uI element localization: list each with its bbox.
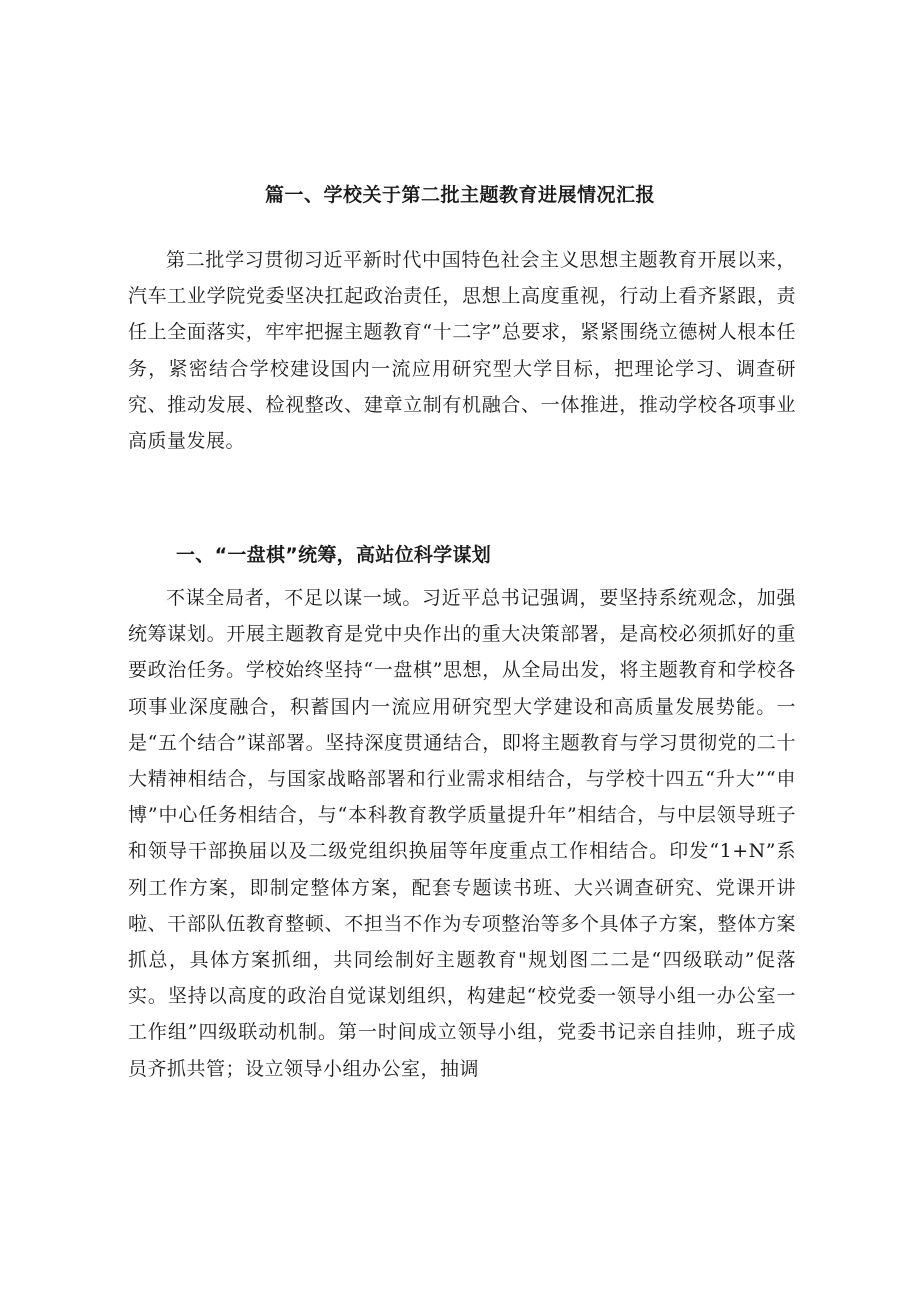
intro-paragraph: 第二批学习贯彻习近平新时代中国特色社会主义思想主题教育开展以来，汽车工业学院党委坚决扛起政治责任，思想上高度重视，行动上看齐紧跟，责任上全面落实，牢牢把握主题教育“十二字”总要求，紧紧围绕立德树人根本任务，紧密结合学校建设国内一流应用研究型大学目标，把理论学习、调查研究、推动发展、检视整改、建章立制有机融合、一体推进，推动学校各项事业高质量发展。 [128,249,796,453]
section-1-paragraph: 不谋全局者，不足以谋一域。习近平总书记强调，要坚持系统观念，加强统筹谋划。开展主题教育是党中央作出的重大决策部署，是高校必须抓好的重要政治任务。学校始终坚持“一盘棋”思想，从全局出发，将主题教育和学校各项事业深度融合，积蓄国内一流应用研究型大学建设和高质量发展势能。一是“五个结合”谋部署。坚持深度贯通结合，即将主题教育与学习贯彻党的二十大精神相结合，与国家战略部署和行业需求相结合，与学校十四五“升大”“申博”中心任务相结合，与“本科教育教学质量提升年”相结合，与中层领导班子和领导干部换届以及二级党组织换届等年度重点工作相结合。印发“1+N”系列工作方案，即制定整体方案，配套专题读书班、大兴调查研究、党课开讲啦、干部队伍教育整顿、不担当不作为专项整治等多个具体子方案，整体方案抓总，具体方案抓细，共同绘制好主题教育"规划图二二是“四级联动”促落实。坚持以高度的政治自觉谋划组织，构建起“校党委一领导小组一办公室一工作组”四级联动机制。第一时间成立领导小组，党委书记亲自挂帅，班子成员齐抓共管；设立领导小组办公室，抽调 [128,587,796,1080]
document-title: 篇一、学校关于第二批主题教育进展情况汇报 [264,184,655,206]
section-heading-1: 一、“一盘棋”统筹，高站位科学谋划 [176,544,492,566]
